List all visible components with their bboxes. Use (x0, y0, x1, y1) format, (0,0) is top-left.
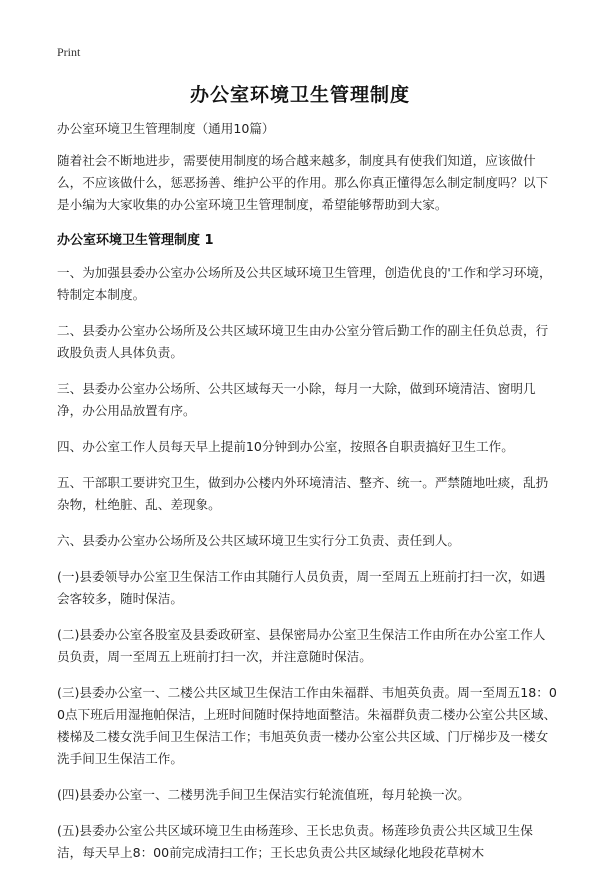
paragraph-9: (三)县委办公室一、二楼公共区域卫生保洁工作由朱福群、韦旭英负责。周一至周五18：00点下班后用湿拖帕保洁，上班时间随时保持地面整洁。朱福群负责二楼办公室公共区域、楼梯及二楼女洗手间卫生保洁工作；韦旭英负责一楼办公室公共区域、门厅梯步及一楼女洗手间卫生保洁工作。 (57, 685, 557, 766)
paragraph-4: 四、办公室工作人员每天早上提前10分钟到办公室，按照各自职责搞好卫生工作。 (57, 439, 514, 454)
document-body (57, 118, 557, 878)
paragraph-5: 五、干部职工要讲究卫生，做到办公楼内外环境清洁、整齐、统一。严禁随地吐痰，乱扔杂物，杜绝脏、乱、差现象。 (57, 475, 549, 512)
paragraph-1: 一、为加强县委办公室办公场所及公共区域环境卫生管理，创造优良的'工作和学习环境，特制定本制度。 (57, 265, 552, 302)
paragraph-10: (四)县委办公室一、二楼男洗手间卫生保洁实行轮流值班，每月轮换一次。 (57, 787, 470, 802)
intro-paragraph: 随着社会不断地进步，需要使用制度的场合越来越多，制度具有使我们知道，应该做什么，不应该做什么，惩恶扬善、维护公平的作用。那么你真正懂得怎么制定制度吗？以下是小编为大家收集的办公室环境卫生管理制度，希望能够帮助到大家。 (57, 153, 549, 212)
paragraph-3: 三、县委办公室办公场所、公共区域每天一小除，每月一大除，做到环境清洁、窗明几净，办公用品放置有序。 (57, 381, 536, 418)
paragraph-11: (五)县委办公室公共区域环境卫生由杨莲珍、王长忠负责。杨莲珍负责公共区域卫生保洁，每天早上8：00前完成清扫工作；王长忠负责公共区域绿化地段花草树木 (57, 823, 533, 860)
page-title: 办公室环境卫生管理制度 (189, 84, 410, 106)
print-link[interactable]: Print (57, 45, 81, 59)
document-subtitle: 办公室环境卫生管理制度（通用10篇） (57, 121, 275, 136)
paragraph-7: (一)县委领导办公室卫生保洁工作由其随行人员负责，周一至周五上班前打扫一次，如遇会客较多，随时保洁。 (57, 569, 546, 606)
paragraph-8: (二)县委办公室各股室及县委政研室、县保密局办公室卫生保洁工作由所在办公室工作人员负责，周一至周五上班前打扫一次，并注意随时保洁。 (57, 627, 546, 664)
section-heading: 办公室环境卫生管理制度 1 (57, 233, 214, 248)
paragraph-2: 二、县委办公室办公场所及公共区域环境卫生由办公室分管后勤工作的副主任负总责，行政股负责人具体负责。 (57, 323, 549, 360)
paragraph-6: 六、县委办公室办公场所及公共区域环境卫生实行分工负责、责任到人。 (57, 533, 460, 548)
